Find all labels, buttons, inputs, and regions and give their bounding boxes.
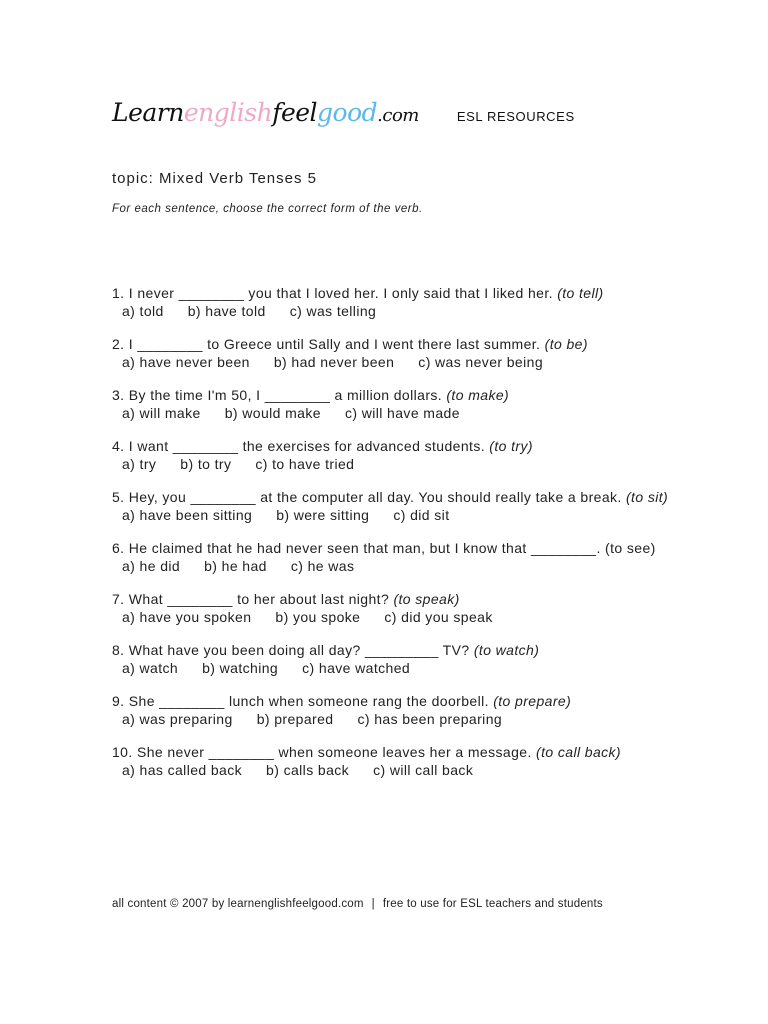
answer-option[interactable]: c) did sit — [393, 506, 450, 523]
question-item — [112, 591, 712, 626]
license-text: free to use for ESL teachers and students — [382, 898, 603, 910]
answer-option[interactable]: a) was preparing — [122, 710, 233, 727]
header — [112, 98, 575, 138]
answer-options — [112, 303, 712, 321]
question-prompt: 2. I ________ to Greece until Sally and I went there last summer. — [112, 336, 545, 352]
question-item — [112, 438, 712, 473]
verb-hint: (to watch) — [473, 642, 540, 658]
footer-separator: | — [371, 898, 375, 910]
answer-option[interactable]: a) has called back — [122, 761, 243, 778]
logo-part-good: good — [317, 98, 378, 127]
answer-options — [112, 354, 712, 372]
question-prompt: 4. I want ________ the exercises for advanced students. — [112, 438, 490, 454]
question-text — [112, 285, 712, 303]
logo-part-learn: Learn — [112, 98, 184, 127]
logo-part-com: .com — [377, 105, 419, 126]
logo-part-english: english — [183, 98, 273, 127]
answer-option[interactable]: b) to try — [180, 455, 232, 472]
logo-part-feel: feel — [272, 98, 318, 127]
answer-option[interactable]: c) will have made — [344, 404, 460, 421]
answer-option[interactable]: a) told — [122, 302, 164, 319]
question-text — [112, 744, 712, 762]
question-text — [112, 693, 712, 711]
question-item — [112, 540, 712, 575]
question-text — [112, 591, 712, 609]
question-item — [112, 489, 712, 524]
answer-option[interactable]: a) try — [122, 455, 157, 472]
answer-options — [112, 660, 712, 678]
answer-option[interactable]: c) he was — [290, 557, 355, 574]
question-text — [112, 642, 712, 660]
question-list — [112, 285, 712, 795]
answer-option[interactable]: c) will call back — [373, 761, 474, 778]
answer-options — [112, 762, 712, 780]
copyright-text: all content © 2007 by learnenglishfeelgood.com — [112, 898, 364, 910]
answer-options — [112, 609, 712, 627]
answer-option[interactable]: b) would make — [224, 404, 321, 421]
answer-option[interactable]: b) have told — [187, 302, 266, 319]
question-text — [112, 438, 712, 456]
question-text — [112, 387, 712, 405]
answer-options — [112, 507, 712, 525]
answer-option[interactable]: a) have been sitting — [122, 506, 253, 523]
answer-option[interactable]: b) calls back — [266, 761, 350, 778]
question-item — [112, 642, 712, 677]
answer-option[interactable]: a) will make — [122, 404, 201, 421]
answer-option[interactable]: b) he had — [204, 557, 267, 574]
answer-option[interactable]: c) was never being — [418, 353, 543, 370]
answer-option[interactable]: b) were sitting — [276, 506, 370, 523]
page-title: topic: Mixed Verb Tenses 5 — [112, 170, 317, 187]
answer-option[interactable]: c) did you speak — [384, 608, 493, 625]
question-prompt: 8. What have you been doing all day? _________ TV? — [112, 642, 474, 658]
site-logo[interactable] — [112, 98, 419, 127]
verb-hint: (to be) — [544, 336, 588, 352]
verb-hint: (to prepare) — [493, 693, 572, 709]
answer-option[interactable]: a) watch — [122, 659, 179, 676]
question-prompt: 5. Hey, you ________ at the computer all day. You should really take a break. — [112, 489, 626, 505]
answer-option[interactable]: b) you spoke — [275, 608, 361, 625]
answer-options — [112, 558, 712, 576]
question-prompt: 7. What ________ to her about last night? — [112, 591, 394, 607]
question-prompt: 10. She never ________ when someone leaves her a message. — [112, 744, 537, 760]
question-text — [112, 336, 712, 354]
answer-options — [112, 456, 712, 474]
question-text — [112, 489, 712, 507]
question-text — [112, 540, 712, 558]
question-item — [112, 285, 712, 320]
footer — [112, 898, 603, 910]
verb-hint: (to make) — [446, 387, 510, 403]
question-item — [112, 693, 712, 728]
answer-options — [112, 711, 712, 729]
answer-option[interactable]: c) have watched — [302, 659, 411, 676]
instructions: For each sentence, choose the correct form of the verb. — [112, 203, 423, 215]
verb-hint: (to sit) — [626, 489, 669, 505]
answer-option[interactable]: c) has been preparing — [357, 710, 503, 727]
answer-option[interactable]: c) was telling — [289, 302, 377, 319]
question-prompt: 3. By the time I'm 50, I ________ a million dollars. — [112, 387, 447, 403]
question-item — [112, 744, 712, 779]
verb-hint: (to speak) — [393, 591, 460, 607]
verb-hint: (to tell) — [557, 285, 604, 301]
answer-option[interactable]: b) had never been — [273, 353, 395, 370]
question-item — [112, 387, 712, 422]
section-label: ESL RESOURCES — [456, 109, 575, 124]
answer-option[interactable]: a) he did — [122, 557, 181, 574]
answer-option[interactable]: a) have you spoken — [122, 608, 252, 625]
verb-hint: (to try) — [489, 438, 533, 454]
question-prompt: 6. He claimed that he had never seen that man, but I know that ________. (to see) — [112, 540, 656, 556]
answer-option[interactable]: a) have never been — [122, 353, 250, 370]
question-prompt: 1. I never ________ you that I loved her. I only said that I liked her. — [112, 285, 558, 301]
answer-option[interactable]: b) prepared — [256, 710, 334, 727]
answer-options — [112, 405, 712, 423]
verb-hint: (to call back) — [536, 744, 621, 760]
answer-option[interactable]: c) to have tried — [255, 455, 355, 472]
question-item — [112, 336, 712, 371]
question-prompt: 9. She ________ lunch when someone rang the doorbell. — [112, 693, 494, 709]
answer-option[interactable]: b) watching — [202, 659, 279, 676]
